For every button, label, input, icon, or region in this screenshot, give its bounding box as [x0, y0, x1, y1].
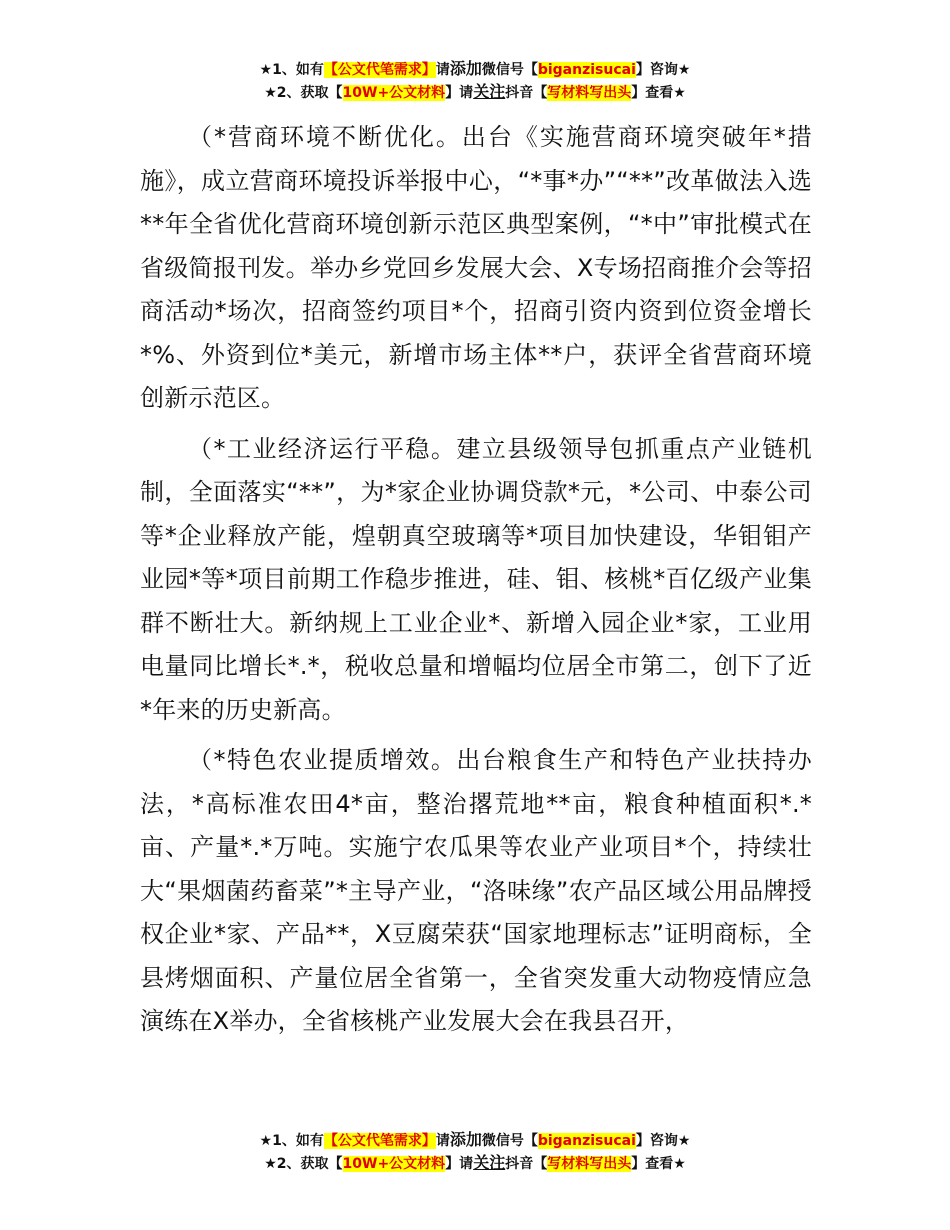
banner-line-2: ★2、获取【10W+公文材料】请关注抖音【写材料写出头】查看★ [264, 1153, 686, 1172]
paragraph-business-environment: （*营商环境不断优化。出台《实施营商环境突破年*措施》，成立营商环境投诉举报中心，“*事*办”“**”改革做法入选**年全省优化营商环境创新示范区典型案例，“*中”审批模式在省级简报刊发。举办乡党回乡发展大会、X专场招商推介会等招商活动*场次，招商签约项目*个，招商引资内资到位资金增长*%、外资到位*美元，新增市场主体**户，获评全省营商环境创新示范区。 [140, 123, 812, 412]
highlight-douyin: 写材料写出头 [547, 1156, 632, 1172]
footer-banner [0, 1129, 950, 1175]
highlight-ghostwriting: 【公文代笔需求】 [323, 62, 436, 78]
banner-line-1: ★1、如有【公文代笔需求】请添加微信号【biganzisucai】咨询★ [259, 59, 691, 78]
paragraph-industrial-economy: （*工业经济运行平稳。建立县级领导包抓重点产业链机制，全面落实“**”，为*家企业协调贷款*元，*公司、中泰公司等*企业释放产能，煌朝真空玻璃等*项目加快建设，华钼钼产业园*等*项目前期工作稳步推进，硅、钼、核桃*百亿级产业集群不断壮大。新纳规上工业企业*、新增入园企业*家，工业用电量同比增长*.*，税收总量和增幅均位居全市第二，创下了近*年来的历史新高。 [140, 434, 812, 724]
highlight-materials: 10W+公文材料 [342, 85, 446, 101]
highlight-wechat-id: biganzisucai [537, 62, 636, 78]
highlight-materials: 10W+公文材料 [342, 1156, 446, 1172]
highlight-douyin: 写材料写出头 [547, 85, 632, 101]
header-banner [0, 58, 950, 104]
highlight-wechat-id: biganzisucai [537, 1133, 636, 1149]
highlight-ghostwriting: 【公文代笔需求】 [323, 1133, 436, 1149]
paragraph-agriculture: （*特色农业提质增效。出台粮食生产和特色产业扶持办法，*高标准农田4*亩，整治撂荒地**亩，粮食种植面积*.*亩、产量*.*万吨。实施宁农瓜果等农业产业项目*个，持续壮大“果烟菌药畜菜”*主导产业，“洛味缘”农产品区域公用品牌授权企业*家、产品**，X豆腐荣获“国家地理标志”证明商标，全县烤烟面积、产量位居全省第一，全省突发重大动物疫情应急演练在X举办，全省核桃产业发展大会在我县召开， [140, 746, 812, 1035]
document-body [140, 116, 812, 1051]
banner-line-1: ★1、如有【公文代笔需求】请添加微信号【biganzisucai】咨询★ [259, 1130, 691, 1149]
banner-line-2: ★2、获取【10W+公文材料】请关注抖音【写材料写出头】查看★ [264, 82, 686, 101]
